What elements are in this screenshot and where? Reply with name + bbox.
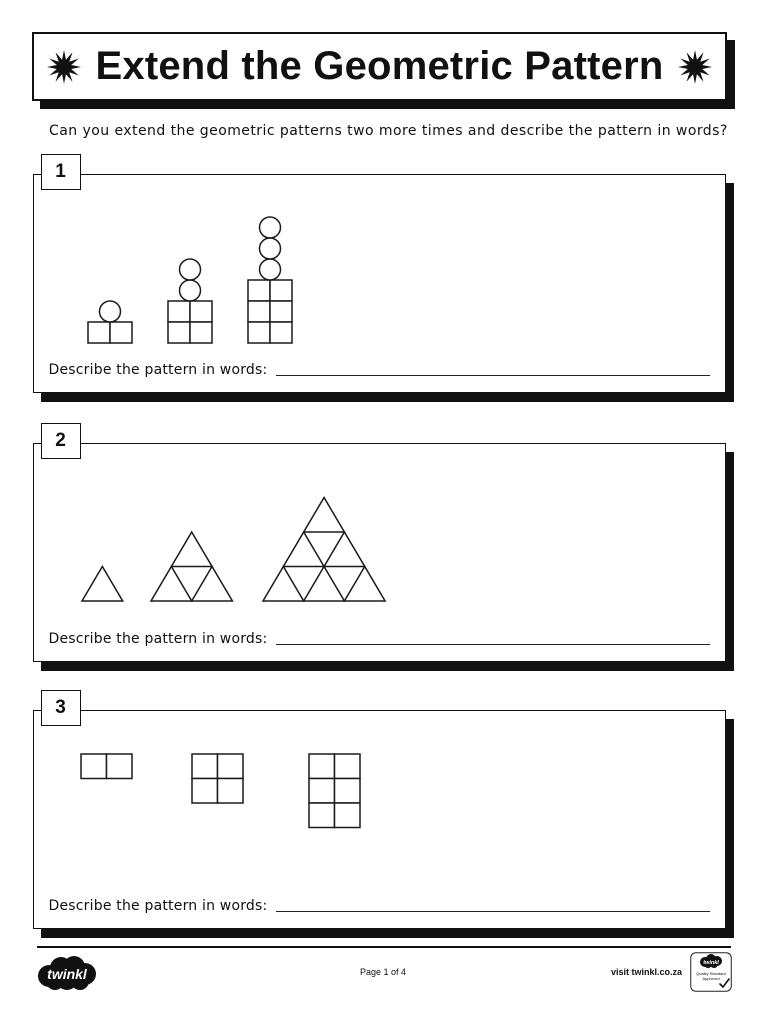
describe-prompt: Describe the pattern in words: xyxy=(48,897,268,914)
describe-prompt: Describe the pattern in words: xyxy=(48,630,268,647)
pattern-term-3 xyxy=(248,217,292,343)
pattern-section-2 xyxy=(33,429,726,662)
square-cell xyxy=(248,280,270,301)
pattern-term-3 xyxy=(263,497,385,601)
square-cell xyxy=(192,754,218,779)
quality-standard-badge xyxy=(690,952,732,992)
describe-prompt: Describe the pattern in words: xyxy=(48,361,268,378)
square-cell xyxy=(270,280,292,301)
square-cell xyxy=(309,803,335,828)
circle xyxy=(259,217,280,238)
square-cell xyxy=(270,322,292,343)
square-cell xyxy=(190,301,212,322)
page-title: Extend the Geometric Pattern xyxy=(95,44,664,88)
square-cell xyxy=(106,754,132,779)
square-cell xyxy=(190,322,212,343)
triangle xyxy=(303,497,344,532)
circle xyxy=(259,259,280,280)
triangle xyxy=(151,566,192,601)
section-number-badge: 1 xyxy=(41,154,81,190)
circle xyxy=(259,238,280,259)
square-cell xyxy=(248,322,270,343)
pattern-term-2 xyxy=(192,754,243,803)
square-cell xyxy=(168,301,190,322)
square-cell xyxy=(217,778,243,803)
pattern-section-3 xyxy=(33,696,726,929)
pattern-term-2 xyxy=(168,259,212,343)
triangle xyxy=(82,566,123,601)
pattern-section-1 xyxy=(33,160,726,393)
star-burst-icon xyxy=(677,49,713,85)
triangle xyxy=(263,566,304,601)
page-number: Page 1 of 4 xyxy=(359,967,407,977)
answer-line xyxy=(276,644,710,645)
square-cell xyxy=(217,754,243,779)
square-cell xyxy=(248,301,270,322)
triangle xyxy=(303,566,344,601)
pattern-term-1 xyxy=(88,301,132,343)
circle xyxy=(99,301,120,322)
page-footer xyxy=(0,940,768,1000)
square-cell xyxy=(334,803,360,828)
triangle xyxy=(171,532,212,567)
square-cell xyxy=(334,778,360,803)
triangle xyxy=(191,566,232,601)
square-cell xyxy=(88,322,110,343)
triangle xyxy=(324,532,365,567)
square-cell xyxy=(309,754,335,779)
pattern-term-1 xyxy=(82,566,123,601)
pattern-term-3 xyxy=(309,754,360,828)
circle xyxy=(179,280,200,301)
section-number-badge: 2 xyxy=(41,423,81,459)
badge-brand: twinkl xyxy=(703,960,719,966)
square-cell xyxy=(270,301,292,322)
square-cell xyxy=(168,322,190,343)
answer-line xyxy=(276,911,710,912)
badge-line-2: Approved xyxy=(702,976,720,981)
pattern-term-1 xyxy=(81,754,132,779)
square-cell xyxy=(110,322,132,343)
title-banner xyxy=(32,32,727,101)
section-number-badge: 3 xyxy=(41,690,81,726)
logo-text: twinkl xyxy=(47,966,87,982)
square-cell xyxy=(334,754,360,779)
twinkl-logo xyxy=(37,955,97,991)
website-label: visit twinkl.co.za xyxy=(610,967,682,977)
square-cell xyxy=(81,754,107,779)
footer-divider xyxy=(37,946,731,948)
circle xyxy=(179,259,200,280)
square-cell xyxy=(309,778,335,803)
pattern-term-2 xyxy=(151,532,232,601)
square-cell xyxy=(192,778,218,803)
triangle xyxy=(283,532,324,567)
instruction-text: Can you extend the geometric patterns two more times and describe the pattern in words? xyxy=(49,123,728,139)
answer-line xyxy=(276,375,710,376)
triangle xyxy=(344,566,385,601)
badge-line-1: Quality Standard xyxy=(696,971,726,976)
